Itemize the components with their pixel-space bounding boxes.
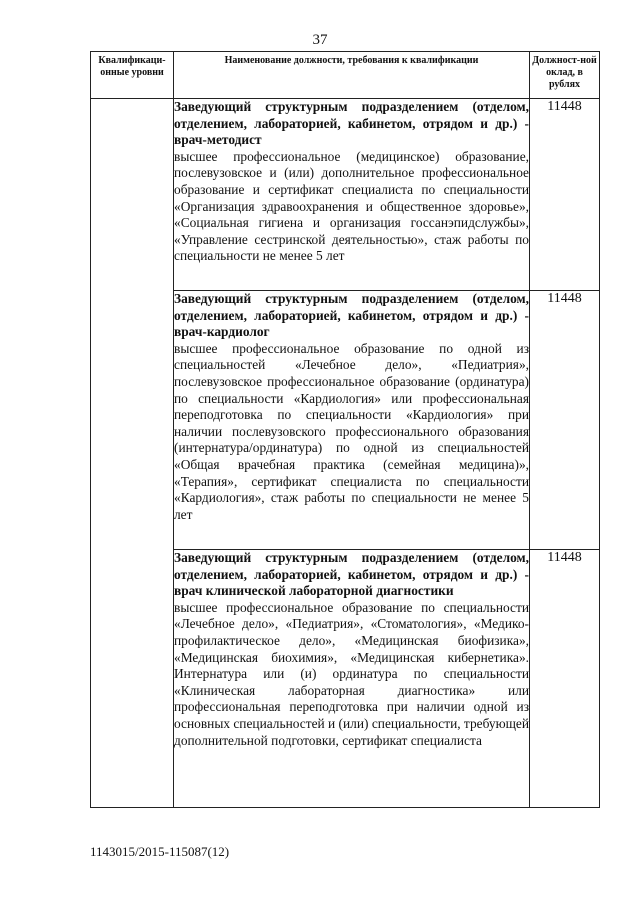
document-reference: 1143015/2015-115087(12) (90, 844, 230, 859)
position-requirements: высшее профессиональное образование по специальности «Лечебное дело», «Педиатрия», «Стоматология», «Медико-профилактическое дело», «Медицинская биофизика», «Медицинская биохимия», «Медицинская кибернетика». Интернатура или (и) ординатура по специальности «Клиническая лабораторная диагностика» или профессиональная переподготовка при наличии одной из основных специальностей и (или) специальности, требующей дополнительной подготовки, сертификат специалиста (174, 599, 530, 748)
page-number: 37 (312, 32, 328, 48)
table-row (91, 99, 600, 291)
header-position-requirements: Наименование должности, требования к квалификации (174, 52, 530, 99)
position-title: Заведующий структурным подразделением (отделом, отделением, лабораторией, кабинетом, отрядом и др.) - врач-методист (174, 99, 529, 148)
position-title: Заведующий структурным подразделением (отделом, отделением, лабораторией, кабинетом, отрядом и др.) - врач клинической лабораторной диагностики (174, 550, 529, 599)
salary-value: 11448 (530, 550, 600, 808)
table-header-row (91, 52, 600, 99)
position-cell (174, 291, 530, 550)
position-cell (174, 550, 530, 808)
position-requirements: высшее профессиональное (медицинское) образование, послевузовское и (или) дополнительное профессиональное образование и сертификат специалиста по специальности «Организация здравоохранения и общественное здоровье», «Социальная гигиена и организация госсанэпидслужбы», «Управление сестринской деятельностью», стаж работы по специальности не менее 5 лет (174, 148, 529, 264)
qualification-level-cell (91, 99, 174, 808)
qualification-table (90, 51, 600, 808)
header-qualification-levels: Квалификаци-онные уровни (91, 52, 174, 99)
salary-value: 11448 (530, 291, 600, 550)
salary-value: 11448 (530, 99, 600, 291)
header-salary: Должност-ной оклад, в рублях (530, 52, 600, 99)
position-title: Заведующий структурным подразделением (отделом, отделением, лабораторией, кабинетом, отрядом и др.) - врач-кардиолог (174, 291, 529, 340)
position-cell (174, 99, 530, 291)
position-requirements: высшее профессиональное образование по одной из специальностей «Лечебное дело», «Педиатрия», послевузовское профессиональное образование (ординатура) по специальности «Кардиология» или профессиональная переподготовка по специальности «Кардиология» при наличии послевузовского профессионального образования (интернатура/ординатура) по одной из специальностей «Общая врачебная практика (семейная медицина)», «Терапия», сертификат специалиста по специальности «Кардиология», стаж работы по специальности не менее 5 лет (174, 340, 529, 522)
